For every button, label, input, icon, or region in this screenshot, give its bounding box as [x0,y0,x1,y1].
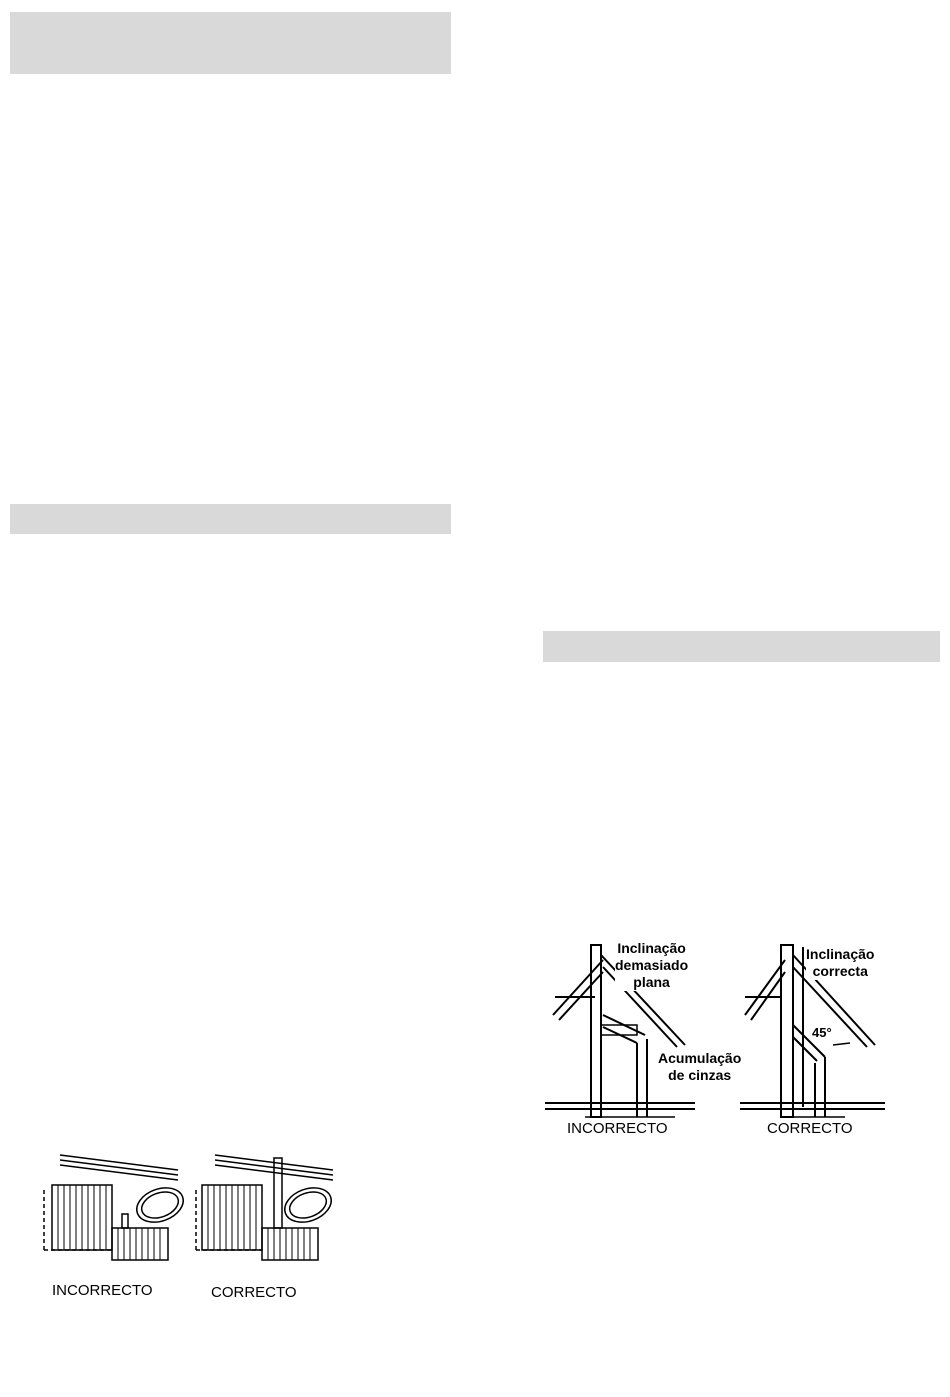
fig2-note-ash [658,1050,741,1084]
fig2-note-slope-flat-line1: Inclinação [617,940,686,956]
fig2-label-incorrect: INCORRECTO [567,1120,668,1137]
section-header-bar-2 [10,504,451,534]
fig2-note-ash-line1: Acumulação [658,1050,742,1066]
fig1-label-correct: CORRECTO [211,1284,297,1301]
fig2-note-slope-flat [615,940,688,991]
fig2-note-slope-ok [806,946,874,980]
fig2-note-slope-flat-line2: demasiado [615,957,689,973]
fig2-note-slope-ok-line2: correcta [812,963,868,979]
section-header-bar-3 [543,631,940,662]
fig2-note-slope-flat-line3: plana [633,974,670,990]
fig2-note-slope-ok-line1: Inclinação [806,946,875,962]
figure-chimney-height [30,1150,340,1280]
fig2-angle-label: 45° [812,1025,832,1040]
fig2-note-ash-line2: de cinzas [668,1067,732,1083]
section-header-bar-1 [10,12,451,74]
fig1-label-incorrect: INCORRECTO [52,1282,153,1299]
fig2-label-correct: CORRECTO [767,1120,853,1137]
